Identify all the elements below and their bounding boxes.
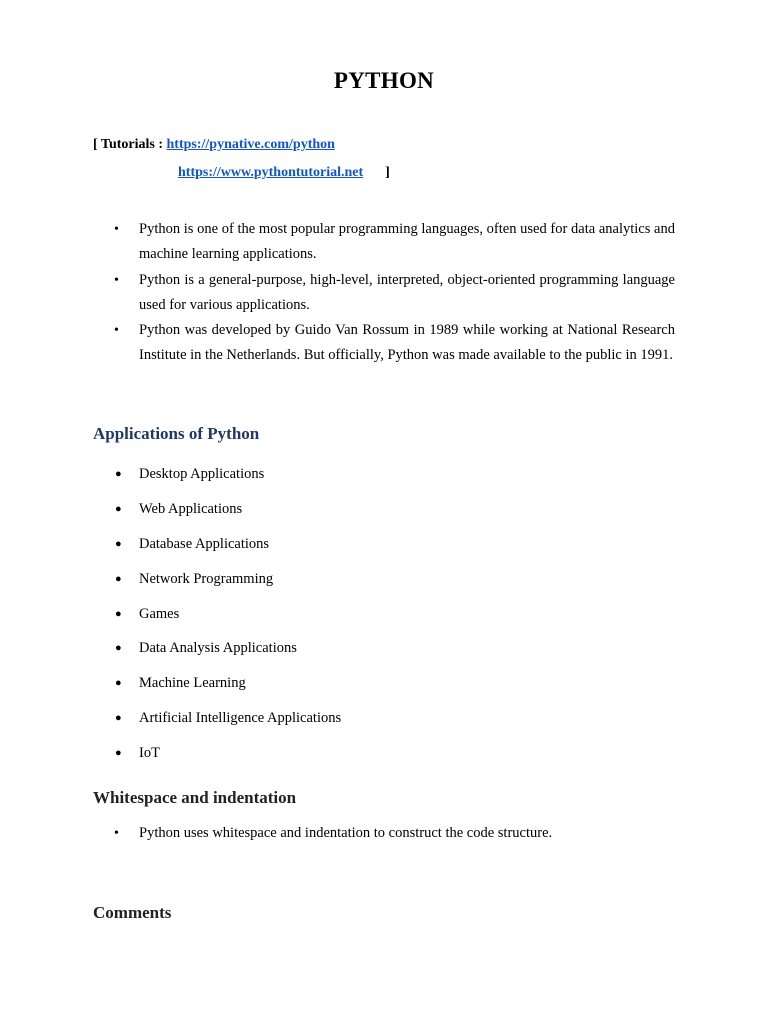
list-item bbox=[93, 636, 341, 671]
list-item bbox=[93, 318, 675, 369]
list-item-text: Artificial Intelligence Applications bbox=[139, 710, 342, 727]
list-item-text: Web Applications bbox=[139, 500, 243, 517]
list-item-text: Desktop Applications bbox=[139, 466, 265, 482]
bullet-icon: ● bbox=[115, 642, 122, 655]
list-item-text: Games bbox=[139, 605, 180, 622]
tutorials-line-2 bbox=[178, 164, 390, 182]
list-item-text: Python is a general-purpose, high-level, interpreted, object-oriented programming language used for various applications. bbox=[139, 271, 675, 313]
list-item-text: Python is one of the most popular programming languages, often used for data analytics and machine learning applications. bbox=[139, 221, 675, 263]
bullet-icon: ● bbox=[115, 468, 122, 480]
bullet-icon: • bbox=[114, 272, 119, 288]
bullet-icon: ● bbox=[115, 712, 122, 725]
bullet-icon: ● bbox=[115, 607, 122, 620]
list-item bbox=[93, 268, 675, 319]
list-item-text: Network Programming bbox=[139, 570, 274, 587]
bullet-icon: ● bbox=[115, 747, 122, 760]
bullet-icon: • bbox=[114, 826, 119, 841]
list-item bbox=[93, 567, 341, 602]
list-item bbox=[93, 706, 341, 741]
bullet-icon: • bbox=[114, 323, 119, 339]
list-item bbox=[93, 532, 341, 567]
list-item-text: Data Analysis Applications bbox=[139, 640, 297, 657]
bullet-icon: ● bbox=[115, 677, 122, 690]
tutorials-label: [ Tutorials : bbox=[93, 137, 167, 152]
page-title: PYTHON bbox=[333, 68, 435, 93]
bullet-icon: ● bbox=[115, 537, 122, 550]
list-item bbox=[93, 671, 341, 706]
list-item bbox=[93, 217, 675, 268]
intro-bullet-list bbox=[93, 217, 675, 369]
list-item-text: Database Applications bbox=[139, 535, 270, 552]
list-item-text: Python was developed by Guido Van Rossum in 1989 while working at National Research Institute in the Netherlands. But officially, Python was made available to the public in 1991. bbox=[139, 322, 675, 364]
list-item bbox=[93, 741, 341, 776]
list-item bbox=[93, 821, 552, 846]
pynative-link[interactable]: https://pynative.com/python bbox=[166, 137, 335, 152]
list-item-text: Python uses whitespace and indentation to construct the code structure. bbox=[139, 825, 553, 841]
comments-heading: Comments bbox=[93, 903, 172, 922]
pythontutorial-link[interactable]: https://www.pythontutorial.net bbox=[178, 165, 364, 180]
bullet-icon: • bbox=[114, 222, 119, 237]
list-item-text: Machine Learning bbox=[139, 675, 246, 692]
list-item bbox=[93, 462, 341, 497]
list-item bbox=[93, 497, 341, 532]
tutorials-close-bracket: ] bbox=[385, 165, 390, 180]
list-item bbox=[93, 602, 341, 637]
bullet-icon: ● bbox=[115, 572, 122, 585]
tutorials-line bbox=[93, 136, 335, 154]
whitespace-list bbox=[93, 821, 552, 846]
applications-list bbox=[93, 462, 341, 776]
list-item-text: IoT bbox=[139, 745, 160, 762]
whitespace-heading: Whitespace and indentation bbox=[93, 788, 297, 807]
applications-heading: Applications of Python bbox=[93, 424, 260, 443]
bullet-icon: ● bbox=[115, 502, 122, 515]
